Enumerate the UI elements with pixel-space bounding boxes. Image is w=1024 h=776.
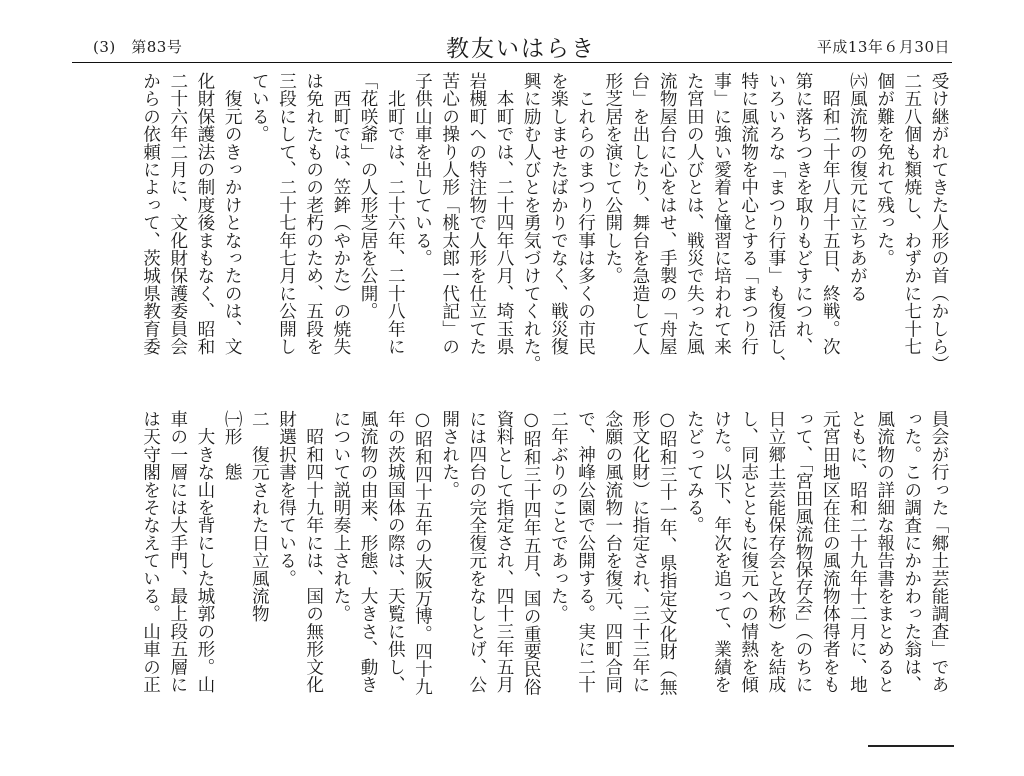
text-column: 年の茨城国体の際は、天覧に供し、	[385, 410, 406, 694]
text-column: 二 復元された日立風流物	[249, 410, 270, 623]
text-column: 風流物の由来、形態、大きさ、動き	[358, 410, 379, 694]
text-column: 大きな山を背にした城郭の形。山	[194, 410, 215, 694]
text-column: 事」に強い愛着と憧習に培われて来	[711, 72, 732, 356]
text-column: 個が難を免れて残った。	[874, 72, 895, 267]
text-column: 風流物の詳細な報告書をまとめると	[874, 410, 895, 694]
text-column: 元宮田地区在住の風流物体得者をも	[820, 410, 841, 694]
page-header	[0, 0, 1024, 66]
text-column: た宮田の人びとは、戦災で失った風	[684, 72, 705, 356]
text-column: 本町では、二十四年八月、埼玉県	[494, 72, 514, 356]
text-column: 三段にして、二十七年七月に公開し	[276, 72, 297, 356]
text-column: で、神峰公園で公開する。実に二十	[575, 410, 596, 694]
text-column: 員会が行った「郷土芸能調査」であ	[929, 410, 949, 694]
text-column: 子供山車を出している。	[412, 72, 433, 267]
text-column: には四台の完全復元をなしとげ、公	[466, 410, 487, 694]
text-column: ㈠形 態	[222, 410, 243, 481]
text-column: 「花咲爺」の人形芝居を公開。	[358, 72, 379, 320]
text-column: ○昭和三十一年、県指定文化財（無	[657, 410, 678, 696]
text-column: からの依頼によって、茨城県教育委	[140, 72, 161, 356]
text-column: は天守閣をそなえている。山車の正	[140, 410, 161, 694]
lower-text-block	[72, 410, 952, 740]
text-column: 昭和二十年八月十五日、終戦。次	[820, 72, 841, 356]
text-column: 二五八個も類焼し、わずかに七十七	[901, 72, 922, 356]
text-column: 岩槻町への特注物で人形を仕立てた	[466, 72, 487, 356]
text-column: 念願の風流物一台を復元、四町合同	[602, 410, 623, 694]
text-column: って、「宮田風流物保存会」（のちに	[793, 410, 814, 694]
text-column: 形芝居を演じて公開した。	[602, 72, 623, 285]
text-column: 台」を出したり、舞台を急造して人	[629, 72, 650, 356]
text-column: 第に落ちつきを取りもどすにつれ、	[793, 72, 814, 356]
text-column: けた。以下、年次を追って、業績を	[711, 410, 732, 694]
text-column: ○昭和四十五年の大阪万博。四十九	[412, 410, 433, 696]
text-column: について説明奏上された。	[330, 410, 351, 623]
text-column: これらのまつり行事は多くの市民	[575, 72, 596, 356]
header-rule	[72, 62, 952, 63]
text-column: 日立郷土芸能保存会と改称）を結成	[765, 410, 786, 694]
text-column: 西町では、笠鉾（やかた）の焼失	[330, 72, 351, 356]
text-column: 資料として指定され、四十三年五月	[494, 410, 514, 694]
text-column: ○昭和三十四年五月、国の重要民俗	[521, 410, 542, 696]
end-rule	[868, 745, 954, 747]
text-column: 開された。	[439, 410, 460, 499]
text-column: し、同志とともに復元への情熱を傾	[738, 410, 759, 694]
upper-text-block	[74, 72, 952, 392]
text-column: ㈥風流物の復元に立ちあがる	[847, 72, 868, 303]
text-column: 二十六年二月に、文化財保護委員会	[167, 72, 188, 356]
text-column: は免れたものの老朽のため、五段を	[303, 72, 324, 356]
publication-date: 平成13年６月30日	[816, 38, 950, 56]
text-column: 二年ぶりのことであった。	[548, 410, 569, 623]
text-column: 受け継がれてきた人形の首（かしら）	[929, 72, 949, 373]
text-column: を楽しませたばかりでなく、戦災復	[548, 72, 569, 356]
text-column: 化財保護法の制度後まもなく、昭和	[194, 72, 215, 356]
text-column: ている。	[249, 72, 270, 143]
issue-number: (3) 第83号	[93, 38, 183, 56]
text-column: 苦心の操り人形「桃太郎一代記」の	[439, 72, 460, 356]
text-column: たどってみる。	[684, 410, 705, 534]
text-column: 流物屋台に心をはせ、手製の「舟屋	[657, 72, 678, 356]
text-column: いろいろな「まつり行事」も復活し、	[765, 72, 786, 373]
text-column: った。この調査にかかわった翁は、	[901, 410, 922, 694]
text-column: 興に励む人びとを勇気づけてくれた。	[521, 72, 542, 373]
text-column: 形文化財）に指定され、三十三年に	[629, 410, 650, 694]
text-column: ともに、昭和二十九年十二月に、地	[847, 410, 868, 694]
newsletter-title: 教友いはらき	[446, 36, 596, 62]
text-column: 昭和四十九年には、国の無形文化	[303, 410, 324, 694]
text-column: 財選択書を得ている。	[276, 410, 297, 587]
text-column: 車の一層には大手門、最上段五層に	[167, 410, 188, 694]
text-column: 特に風流物を中心とする「まつり行	[738, 72, 759, 356]
text-column: 北町では、二十六年、二十八年に	[385, 72, 406, 356]
text-column: 復元のきっかけとなったのは、文	[222, 72, 243, 356]
